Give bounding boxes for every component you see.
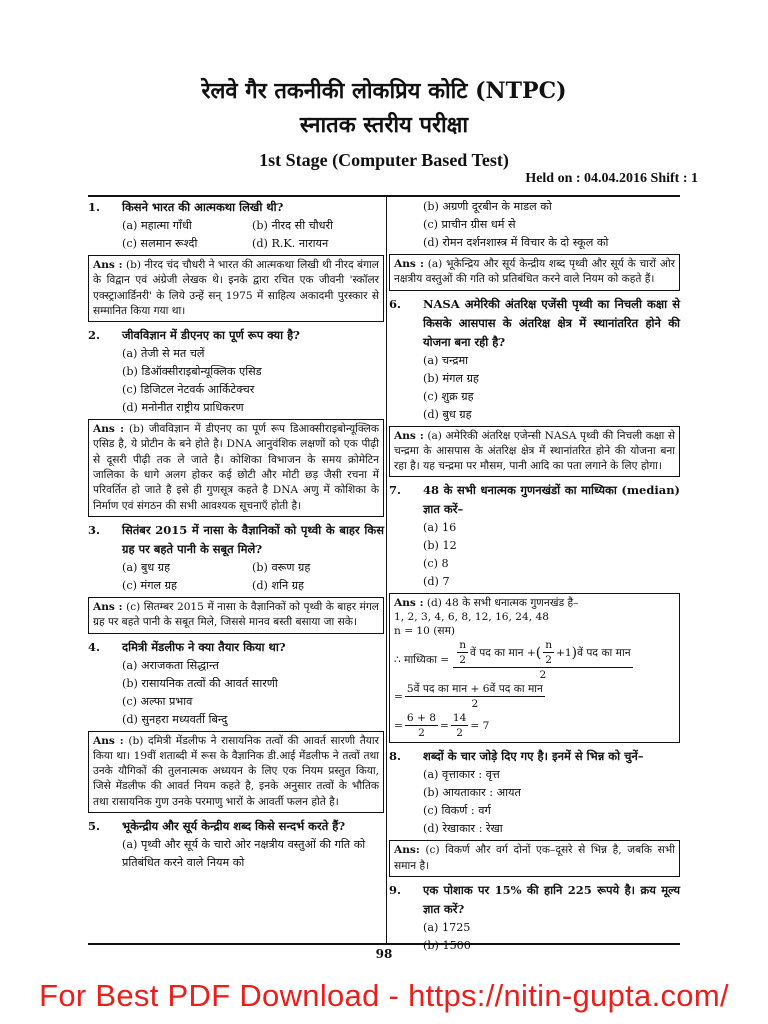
question-8: 8. शब्दों के चार जोड़े दिए गए है। इनमें से भिन्न को चुनें– [389, 749, 644, 764]
question-7: 7. 48 के सभी धनात्मक गुणनखंडों का माध्यिका (median) ज्ञात करें– [389, 483, 680, 517]
median-step-2: = $\frac{\text{5वें पद का मान + 6वें पद का मान}}{2}$ [394, 683, 543, 711]
option: (b) वरूण ग्रह [252, 560, 311, 574]
question-6: 6. NASA अमेरिकी अंतरिक्ष एजेंसी पृथ्वी का निचली कक्षा से किसके आसपास के अंतरिक्ष क्षेत्र में स्थानांतरित होने की योजना बना रही है? [389, 296, 680, 349]
option: (d) रेखाकार : रेखा [423, 822, 503, 836]
option: (c) मंगल ग्रह [122, 578, 177, 592]
answer-6: Ans : (a) अमेरिकी अंतरिक्ष एजेन्सी NASA पृथ्वी की निचली कक्षा से चन्द्रमा के आसपास के अंतरिक्ष क्षेत्र में स्थानांतरित होने की योजना बना रहा है। यह चन्द्रमा पर मौसम, पानी आदि का पता लगाने के लिए होगा। [389, 426, 680, 478]
option: (d) रोमन दर्शनशास्त्र में विचार के दो स्कूल को [423, 236, 609, 249]
option: (c) शुक्र ग्रह [423, 389, 474, 403]
left-column [88, 198, 384, 872]
question-3: 3. सितंबर 2015 में नासा के वैज्ञानिकों को पृथ्वी के बाहर किस ग्रह पर बहते पानी के सबूत मिले? [88, 522, 384, 556]
exam-subtitle: स्नातक स्तरीय परीक्षा [299, 112, 469, 138]
question-5: 5. भूकेन्द्रीय और सूर्य केन्द्रीय शब्द किसे सन्दर्भ करते हैं? [88, 819, 346, 834]
option: (b) 12 [423, 539, 457, 553]
download-banner-link[interactable]: For Best PDF Download - https://nitin-gupta.com/ [39, 978, 729, 1013]
option: (a) अराजकता सिद्धान्त [122, 658, 219, 672]
option: (a) चन्द्रमा [423, 353, 469, 367]
answer-2: Ans : (b) जीवविज्ञान में डीएनए का पूर्ण रूप डिआक्सीराइबोन्यूक्लिक एसिड है, ये प्रोटीन के बने होते है। DNA आनुवंशिक लक्षणों को एक पीढ़ी से दूसरी पीढ़ी तक ले जाते है। कोशिका विभाजन के समय क्रोमेटिन जालिका के धागे अलग होकर कई छोटी और मोटी छड़ जैसी रचना में परिवर्तित हो जाते है इसे ही गुणसूत्र कहते है DNA अणु में कोशिका के निर्माण एवं संगठन की सभी आवश्यक सूचनाएँ होती है। [88, 419, 384, 517]
options-3 [88, 559, 384, 595]
factor-list: 1, 2, 3, 4, 6, 8, 12, 16, 24, 48 [394, 611, 549, 624]
page-header [0, 76, 768, 172]
exam-stage: 1st Stage (Computer Based Test) [259, 150, 509, 170]
median-formula: ∴ माध्यिका = $\frac{n}{2}$ वें पद का मान + ( $\frac{n}{2}$ +1 ) वें पद का मान 2 [394, 639, 631, 682]
page-number: 98 [375, 947, 393, 961]
option: (b) अग्रणी दूरबीन के माडल को [423, 200, 552, 213]
options-8 [389, 766, 680, 838]
option: (d) 7 [423, 575, 450, 589]
held-on: Held on : 04.04.2016 Shift : 1 [525, 171, 698, 186]
n-value: n = 10 (सम) [394, 625, 456, 638]
answer-1: Ans : (b) नीरद चंद चौधरी ने भारत की आत्मकथा लिखी थी नीरद बंगाल के विद्वान एवं अंग्रेजी लेखक थे। इनके द्वारा रचित एक जीवनी 'स्कॉलर एक्स्ट्राआर्डिनरी' के लिये उन्हें सन् 1975 में साहित्य अकादमी पुरस्कार से सम्मानित किया गया था। [88, 255, 384, 322]
question-1: 1. किसने भारत की आत्मकथा लिखी थी? [88, 200, 284, 214]
option: (d) बुध ग्रह [423, 407, 472, 421]
option: (a) बुध ग्रह [122, 560, 171, 574]
option: (a) 16 [423, 521, 457, 535]
option: (c) डिजिटल नेटवर्क आर्किटेक्चर [122, 383, 255, 397]
answer-7: Ans : (d) 48 के सभी धनात्मक गुणनखंड है– 1, 2, 3, 4, 6, 8, 12, 16, 24, 48 n = 10 (सम) ∴ माध्यिका = $\frac{n}{2}$ वें पद का मान + ( $\frac{n}{2}$ +1 ) वें पद का मान 2 = $\frac{\text{5वें पद का मान + 6वें पद का मान}}{2}$ = $\frac{6 + 8}{2}$ = $\frac{14}{2}$ = 7 [389, 593, 680, 743]
answer-5: Ans : (a) भूकेन्द्रिय और सूर्य केन्द्रीय शब्द पृथ्वी और सूर्य के चारों ओर नक्षत्रीय वस्तुओं की गति को प्रतिबंधित करने वाले नियम को कहते हैं। [389, 254, 680, 291]
options-2 [88, 345, 384, 417]
option: (a) महात्मा गाँधी [122, 219, 192, 232]
option: (d) R.K. नारायन [252, 237, 329, 250]
option: (d) मनोनीत राष्ट्रीय प्राधिकरण [122, 401, 244, 415]
right-column [389, 198, 680, 955]
top-rule [88, 195, 680, 197]
answer-3: Ans : (c) सितम्बर 2015 में नासा के वैज्ञानिकों को पृथ्वी के बाहर मंगल ग्रह पर बहते पानी के सबूत मिले, जिससे मानव बस्ती बसाया जा सके। [88, 597, 384, 634]
question-2: 2. जीवविज्ञान में डीएनए का पूर्ण रूप क्या है? [88, 328, 300, 343]
column-divider [386, 197, 387, 943]
bottom-rule [88, 943, 680, 945]
option: (a) वृत्ताकार : वृत्त [423, 768, 500, 782]
option: (d) शनि ग्रह [252, 578, 304, 592]
option: (b) नीरद सी चौधरी [252, 219, 333, 232]
option: (b) आयताकार : आयत [423, 786, 521, 800]
options-5-continued [389, 198, 680, 252]
options-4 [88, 657, 384, 729]
answer-4: Ans : (b) दमित्री मेंडलीफ ने रासायनिक तत्वों की आवर्त सारणी तैयार किया था। 19वीं शताब्दी में रूस के वैज्ञानिक डी.आई मेंडलीफ ने तत्वों तथा उनके यौगिकों की तुलनात्मक अध्ययन के लिए एक नियम प्रस्तुत किया, जिसे मेंडलीफ की आवर्त नियम कहते है, इनके अनुसार तत्वों के भौतिक तथा रासायनिक गुण उनके परमाणु भारों के आवर्ती फलन होते है। [88, 731, 384, 813]
option: (d) सुनहरा मध्यवर्ती बिन्दु [122, 712, 228, 726]
options-7 [389, 519, 680, 591]
exam-title: रेलवे गैर तकनीकी लोकप्रिय कोटि (NTPC) [201, 78, 567, 104]
option: (c) विकर्ण : वर्ग [423, 804, 491, 818]
option: (a) तेजी से मत चलें [122, 347, 205, 361]
option: (c) प्राचीन ग्रीस धर्म से [423, 218, 516, 231]
question-9: 9. एक पोशाक पर 15% की हानि 225 रूपये है। क्रय मूल्य ज्ञात करें? [389, 883, 680, 917]
options-5 [88, 836, 384, 872]
option: (a) पृथ्वी और सूर्य के चारो ओर नक्षत्रीय वस्तुओं की गति को प्रतिबंधित करने वाले नियम को [122, 838, 366, 870]
option: (a) 1725 [423, 921, 471, 935]
option: (b) डिऑक्सीराइबोन्यूक्लिक एसिड [122, 365, 262, 379]
question-4: 4. दमित्री मेंडलीफ ने क्या तैयार किया था? [88, 639, 286, 654]
option: (c) अल्फा प्रभाव [122, 694, 193, 708]
answer-8: Ans: (c) विकर्ण और वर्ग दोनों एक–दूसरे से भिन्न है, जबकि सभी समान है। [389, 840, 680, 877]
options-1 [88, 217, 384, 253]
option: (b) 1500 [423, 939, 471, 953]
median-step-3: = $\frac{6 + 8}{2}$ = $\frac{14}{2}$ = 7 [394, 712, 490, 740]
option: (c) 8 [423, 557, 449, 571]
option: (b) रासायनिक तत्वों की आवर्त सारणी [122, 676, 278, 690]
formula-numerator-fraction: $\frac{n}{2}$ वें पद का मान + ( $\frac{n}{2}$ +1 ) वें पद का मान 2 [453, 638, 632, 682]
option: (b) मंगल ग्रह [423, 371, 479, 385]
options-6 [389, 352, 680, 424]
option: (c) सलमान रूश्दी [122, 237, 198, 250]
